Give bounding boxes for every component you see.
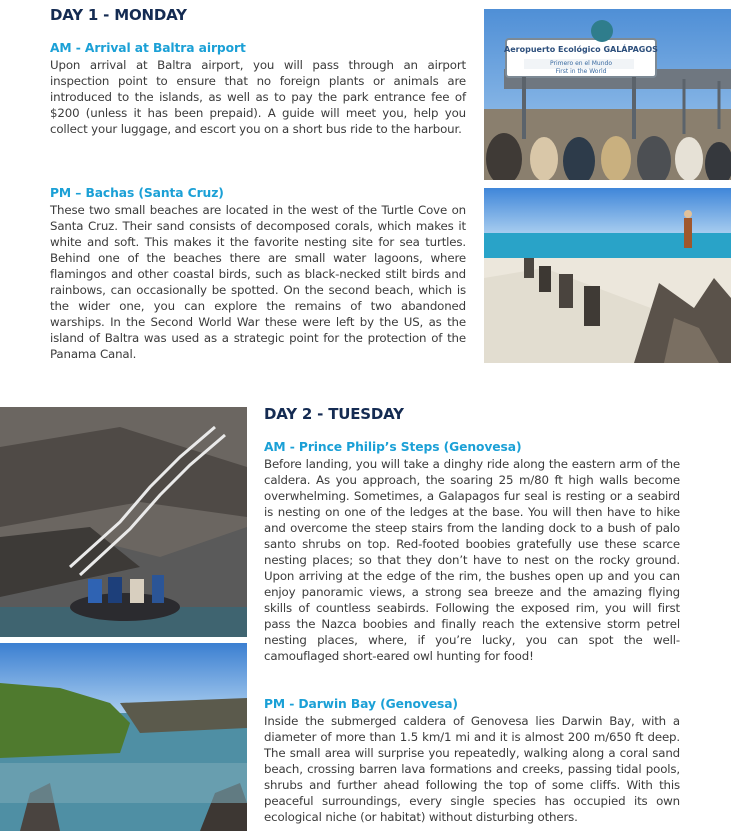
day1-pm-text: These two small beaches are located in the west of the Turtle Cove on Santa Cruz. Their sand consists of decomposed corals, which makes it white and soft. This makes it the favorite nesting site for sea turtles. Behind one of the beaches there are small water lagoons, where flamingos and other coastal birds, such as black-necked stilt birds and rainbows, can occasionally be spotted. On the second beach, which is the wider one, you can explore the remains of two abandoned warships. In the Second World War these were left by the US, as the island of Baltra was used as a strategic point for the protection of the Panama Canal. <box>50 203 466 361</box>
airport-sign-line1: Aeropuerto Ecológico GALÁPAGOS <box>504 45 658 54</box>
day2-am-title: AM - Prince Philip’s Steps (Genovesa) <box>264 440 522 454</box>
bachas-beach-photo <box>484 188 731 363</box>
airport-sign-line2: Primero en el Mundo <box>549 60 613 67</box>
airport-photo <box>484 9 731 180</box>
day1-am-text: Upon arrival at Baltra airport, you will pass through an airport inspection point to ensure that no foreign plants or animals are introduced to the islands, as well as to pay the park entrance fee of $200 (unless it has been prepaid). A guide will meet you, help you collect your luggage, and escort you on a short bus ride to the harbour. <box>50 58 466 136</box>
day2-pm-text: Inside the submerged caldera of Genovesa lies Darwin Bay, with a diameter of more than 1.5 km/1 mi and it is almost 200 m/650 ft deep. The small area will surprise you repeatedly, walking along a coral sand beach, crossing barren lava formations and creeks, passing tidal pools, shrubs and further ahead following the top of some cliffs. With this peaceful surroundings, every single species has occupied its own ecological niche (or habitat) without disturbing others. <box>264 714 680 824</box>
day1-am-title: AM - Arrival at Baltra airport <box>50 41 246 55</box>
day1-title: DAY 1 - MONDAY <box>50 6 187 24</box>
day2-am-text: Before landing, you will take a dinghy ride along the eastern arm of the caldera. As you approach, the soaring 25 m/80 ft high walls become overwhelming. Sometimes, a Galapagos fur seal is resting or a seabird is nesting on one of the ledges at the base. You will then have to hike and overcome the steep stairs from the landing dock to a bush of palo santo shrubs on top. Red-footed boobies gratefully use these scarce nesting places; so that they don’t have to nest on the rocky ground. Upon arriving at the edge of the rim, the bushes open up and you can enjoy panoramic views, a strong sea breeze and the amazing flying skills of countless seabirds. Following the exposed rim, you will first pass the Nazca boobies and finally reach the extensive storm petrel nesting places, where, if you’re lucky, you can spot the well-camouflaged short-eared owl hunting for food! <box>264 457 680 663</box>
prince-philips-steps-photo <box>0 407 247 637</box>
day1-pm-title: PM – Bachas (Santa Cruz) <box>50 186 224 200</box>
day2-pm-title: PM - Darwin Bay (Genovesa) <box>264 697 458 711</box>
darwin-bay-photo <box>0 643 247 831</box>
day2-title: DAY 2 - TUESDAY <box>264 405 404 423</box>
airport-sign-line3: First in the World <box>555 68 607 75</box>
